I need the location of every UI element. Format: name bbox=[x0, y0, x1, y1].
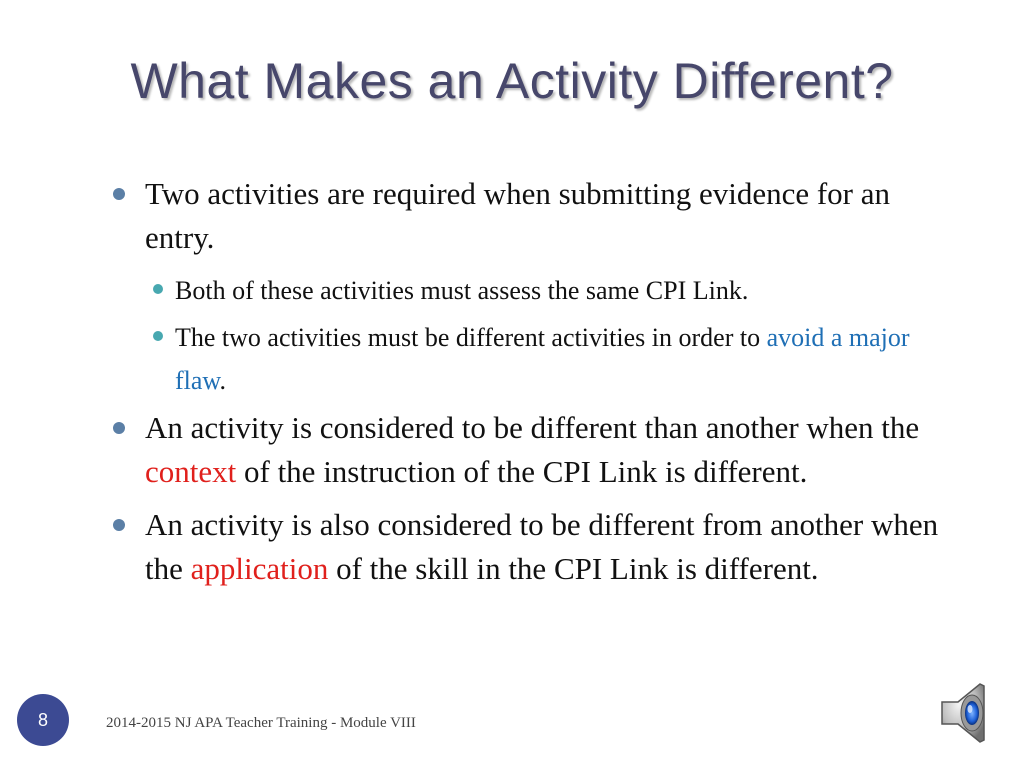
sub-bullet-text-after: . bbox=[219, 366, 227, 395]
bullet-dot-icon bbox=[113, 519, 125, 531]
slide-title: What Makes an Activity Different? bbox=[130, 53, 894, 109]
slide-number: 8 bbox=[17, 694, 69, 746]
footer-text: 2014-2015 NJ APA Teacher Training - Module VIII bbox=[106, 715, 416, 731]
bullet-text-before: An activity is also considered to be different from another when the bbox=[145, 507, 939, 586]
bullet-text-before: An activity is considered to be different than another when the bbox=[145, 410, 920, 445]
bullet-dot-icon bbox=[113, 188, 125, 200]
bullet-text-after: of the skill in the CPI Link is different. bbox=[328, 551, 819, 586]
highlight-avoid-major-flaw: avoid a major flaw bbox=[175, 323, 910, 395]
bullet-dot-icon bbox=[113, 422, 125, 434]
bullet-text: Two activities are required when submitting evidence for an entry. bbox=[145, 176, 891, 255]
sub-bullet-item bbox=[110, 269, 950, 312]
bullet-item bbox=[110, 172, 950, 260]
highlight-application: application bbox=[190, 551, 329, 586]
sub-bullet-text-before: The two activities must be different activities in order to bbox=[175, 323, 767, 352]
sub-bullet-dot-icon bbox=[153, 284, 163, 294]
bullet-text-after: of the instruction of the CPI Link is different. bbox=[236, 454, 808, 489]
sub-bullet-text: Both of these activities must assess the same CPI Link. bbox=[175, 276, 749, 305]
highlight-context: context bbox=[145, 454, 237, 489]
sub-bullet-dot-icon bbox=[153, 331, 163, 341]
sub-bullet-item bbox=[110, 316, 950, 402]
bullet-item bbox=[110, 503, 950, 591]
bullet-item bbox=[110, 406, 950, 494]
speaker-icon[interactable] bbox=[936, 680, 1002, 746]
slide-content bbox=[110, 172, 950, 600]
